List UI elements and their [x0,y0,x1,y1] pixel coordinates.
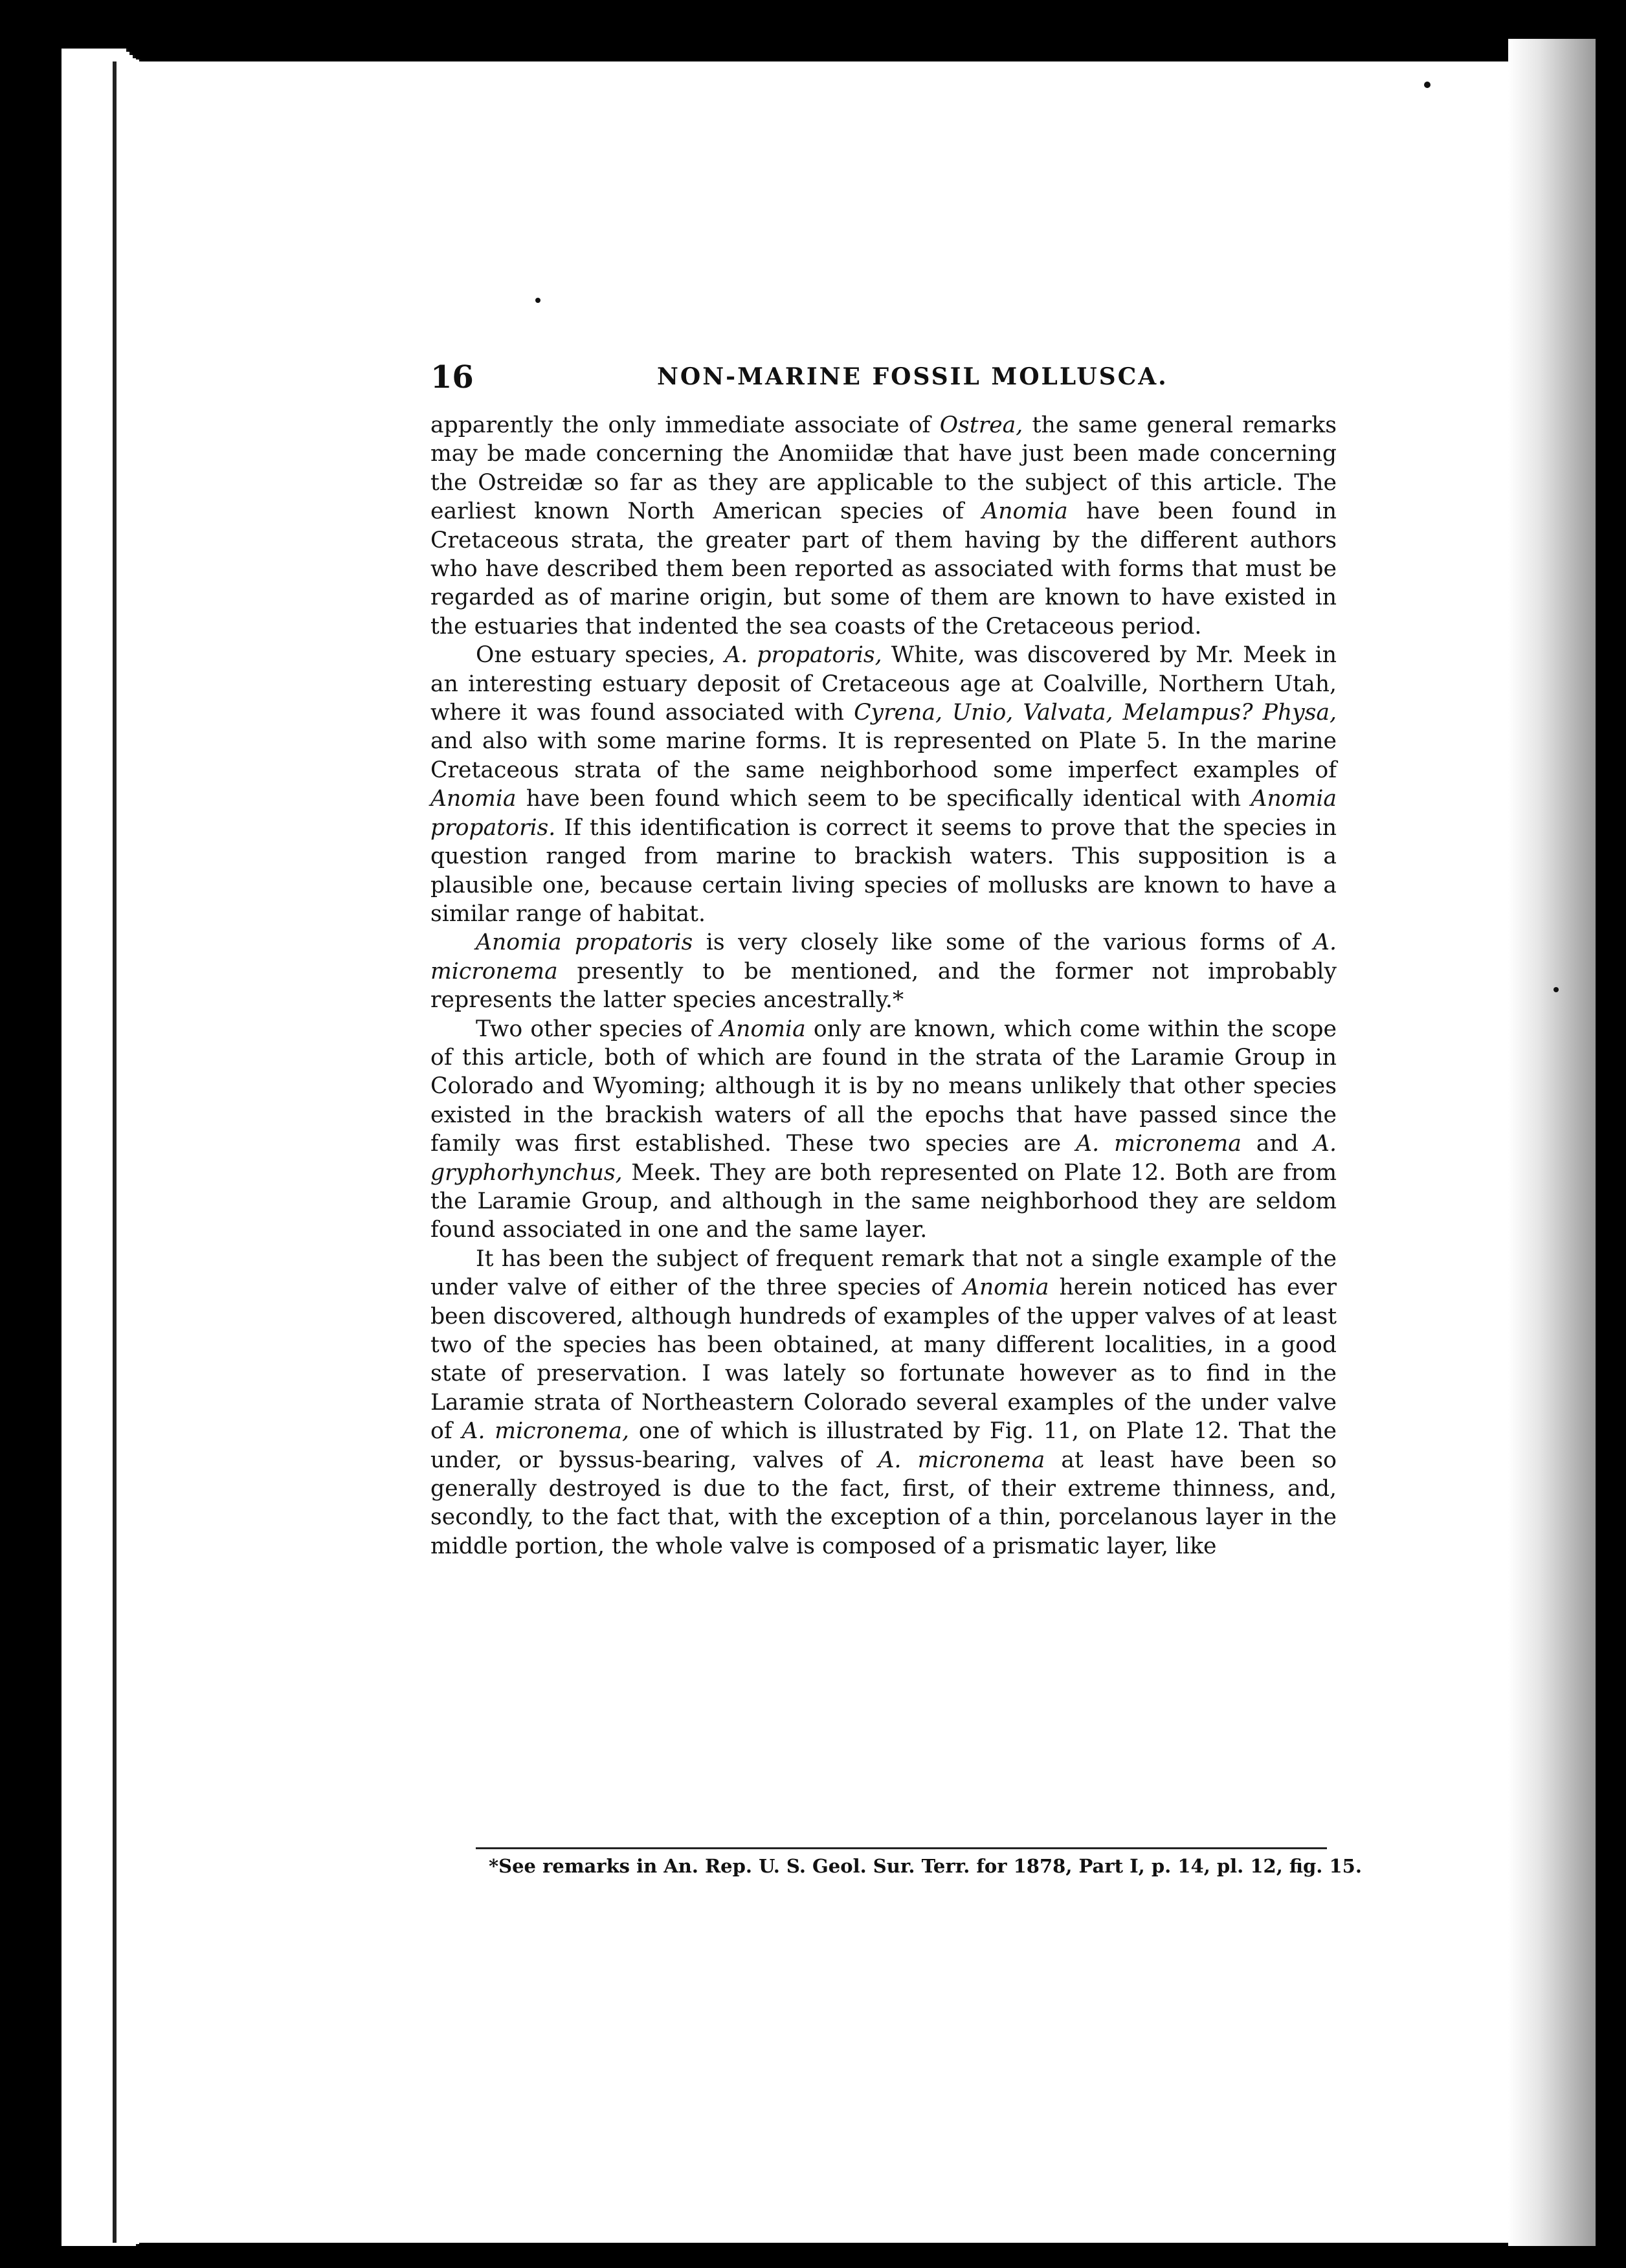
page-number: 16 [430,359,474,395]
speck-mark [535,298,540,303]
italic-run: A. micronema [430,929,1337,984]
text-run: One estuary species, [476,642,725,669]
italic-run: Anomia [720,1016,806,1042]
speck-mark [1554,987,1559,992]
text-run: have been found in Cretaceous strata, the greater part of them having by the different authors who have described them been reported as associated with forms that must be regarded as of marine origin, but some of them are known to have existed in the estuaries that indented the sea coasts of the Cretaceous period. [430,498,1337,639]
body-text [430,411,1337,1561]
italic-run: Anomia [982,498,1068,525]
italic-run: Anomia propatoris. [430,786,1337,841]
text-run: only are known, which come within the scope of this article, both of which are found in the strata of the Laramie Group in Colorado and Wyoming; although it is by no means unlikely that other species existed in the brackish waters of all the epochs that have passed since the family was first established. These two species are [430,1016,1337,1157]
italic-run: Ostrea, [939,412,1023,438]
text-run: White, was discovered by Mr. Meek in an interesting estuary deposit of Cretaceous age at Coalville, Northern Utah, where it was found associated with [430,642,1337,726]
text-run: herein noticed has ever been discovered, although hundreds of examples of the upper valves of at least two of the species has been obtained, at many different localities, in a good state of preservation. I was lately so fortunate however as to find in the Laramie strata of Northeastern Colorado several examples of the under valve of [430,1274,1337,1445]
text-run: and [1241,1131,1314,1157]
footnote-rule [476,1847,1327,1849]
italic-run: A. micronema, [462,1418,629,1445]
text-run: at least have been so generally destroyed is due to the fact, first, of their extreme thinness, and, secondly, to the fact that, with the exception of a thin, porcelanous layer in the middle portion, the whole valve is composed of a prismatic layer, like [430,1447,1337,1559]
next-page-shadow [1508,39,1596,2246]
italic-run: A. gryphorhynchus, [430,1131,1337,1186]
italic-run: A. micronema [878,1447,1045,1473]
text-run: and also with some marine forms. It is represented on Plate 5. In the marine Cretaceous strata of the same neighborhood some imperfect examples of [430,728,1337,783]
text-run: If this identification is correct it seems to prove that the species in question ranged from marine to brackish waters. This supposition is a plausible one, because certain living species of mollusks are known to have a similar range of habitat. [430,814,1337,927]
italic-run: A. micronema [1076,1131,1242,1157]
italic-run: Anomia [430,786,517,812]
paragraph-4 [430,1015,1337,1245]
paragraph-3 [430,928,1337,1014]
paragraph-1 [430,411,1337,641]
italic-run: Anomia propatoris [476,929,693,956]
italic-run: A. propatoris, [724,642,882,669]
text-run: one of which is illustrated by Fig. 11, on Plate 12. That the under, or byssus-bearing, valves of [430,1418,1337,1473]
text-run: have been found which seem to be specifically identical with [516,786,1251,812]
scan-border-right [1596,0,1626,2268]
text-run: It has been the subject of frequent remark that not a single example of the under valve of either of the three species of [430,1245,1337,1301]
text-run: apparently the only immediate associate of [430,412,940,438]
text-run: presently to be mentioned, and the former not improbably represents the latter species ancestrally.* [430,958,1337,1014]
text-run: Two other species of [476,1016,720,1042]
italic-run: Cyrena, Unio, Valvata, Melampus? Physa, [854,700,1337,726]
footnote: *See remarks in An. Rep. U. S. Geol. Sur. Terr. for 1878, Part I, p. 14, pl. 12, fig. 15. [489,1855,1362,1877]
text-run: the same general remarks may be made concerning the Anomiidæ that have just been made concerning the Ostreidæ so far as they are applicable to the subject of this article. The earliest known North American species of [430,412,1337,525]
running-head [430,359,1363,405]
text-run: is very closely like some of the various forms of [693,929,1314,956]
paragraph-2 [430,641,1337,928]
speck-mark [1424,82,1431,88]
italic-run: Anomia [963,1274,1049,1301]
paragraph-5 [430,1245,1337,1561]
text-run: Meek. They are both represented on Plate 12. Both are from the Laramie Group, and although in the same neighborhood they are seldom found associated in one and the same layer. [430,1159,1337,1243]
running-title: NON-MARINE FOSSIL MOLLUSCA. [657,363,1168,390]
